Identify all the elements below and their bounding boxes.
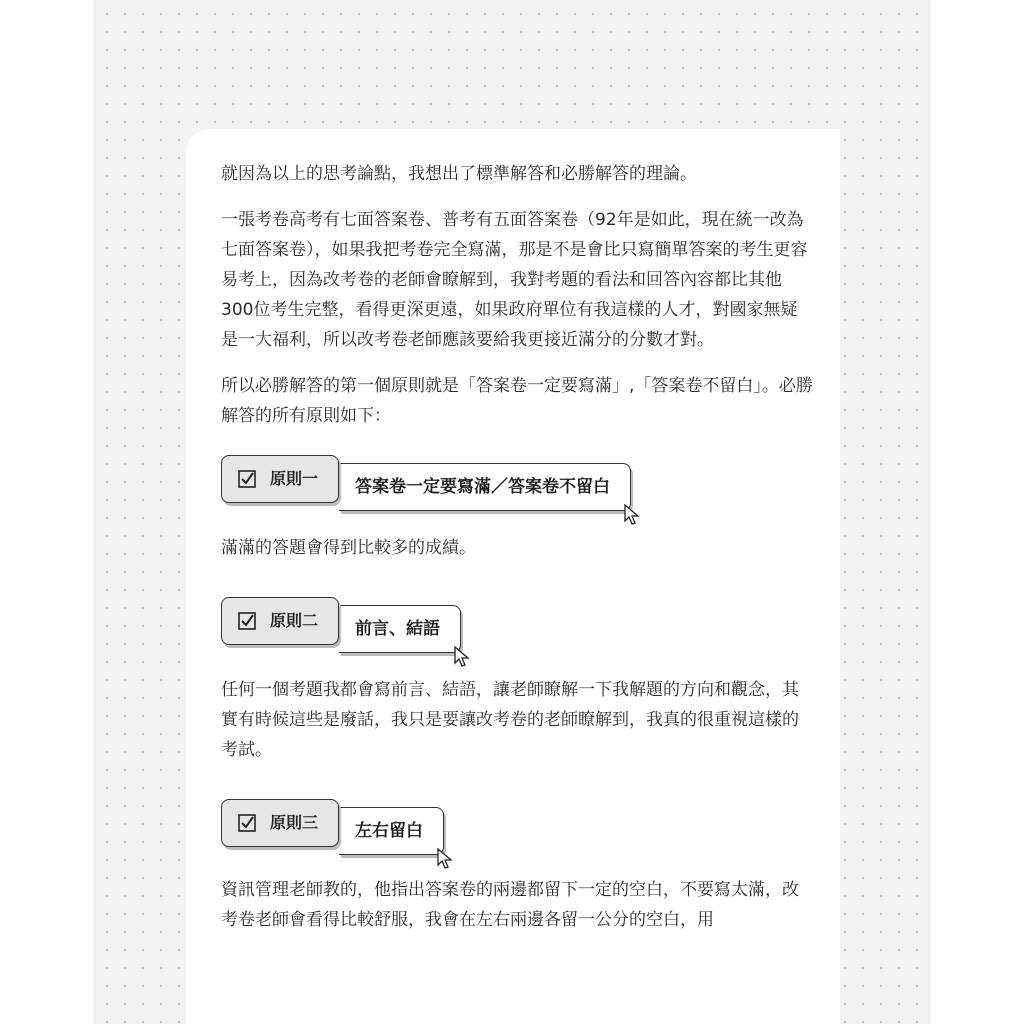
- rule-1-box: [339, 463, 631, 511]
- paragraph-intro-conclusion: 任何一個考題我都會寫前言、結語，讓老師瞭解一下我解題的方向和觀念，其實有時候這些是廢話，我只是要讓改考卷的老師瞭解到，我真的很重視這樣的考試。: [221, 680, 799, 760]
- paragraph-margins: 資訊管理老師教的，他指出答案卷的兩邊都留下一定的空白，不要寫太滿，改考卷老師會看得比較舒服，我會在左右兩邊各留一公分的空白，用: [221, 880, 799, 930]
- checkbox-icon: [238, 814, 256, 832]
- rule-2-text: 前言、結語: [355, 619, 440, 639]
- paragraph-intro: 就因為以上的思考論點，我想出了標準解答和必勝解答的理論。: [221, 164, 697, 184]
- rule-2-label: 原則二: [270, 611, 319, 630]
- paragraph-full-answers: 滿滿的答題會得到比較多的成績。: [221, 538, 476, 558]
- rule-3-text: 左右留白: [355, 821, 423, 841]
- paragraph-exam-pages: 一張考卷高考有七面答案卷、普考有五面答案卷（92年是如此，現在統一改為七面答案卷），如果我把考卷完全寫滿，那是不是會比只寫簡單答案的考生更容易考上，因為改考卷的老師會瞭解到，我對考題的看法和回答內容都比其他300位考生完整，看得更深更遠，如果政府單位有我這樣的人才，對國家無疑是一大福利，所以改考卷老師應該要給我更接近滿分的分數才對。: [221, 210, 808, 350]
- rule-3-box: [339, 807, 444, 855]
- rule-2-box: [339, 605, 461, 653]
- paragraph-first-principle: 所以必勝解答的第一個原則就是「答案卷一定要寫滿」,「答案卷不留白」。必勝解答的所有原則如下：: [221, 376, 813, 426]
- rule-2: [221, 597, 813, 667]
- rule-1-tab: [221, 455, 339, 503]
- rule-3-label: 原則三: [270, 813, 319, 832]
- rule-2-tab: [221, 597, 339, 645]
- page-card: [186, 129, 840, 1024]
- rule-3-tab: [221, 799, 339, 847]
- checkbox-icon: [238, 470, 256, 488]
- rule-1: [221, 455, 813, 525]
- article-body: [221, 159, 813, 935]
- checkbox-icon: [238, 612, 256, 630]
- rule-3: [221, 799, 813, 869]
- cursor-icon: [454, 646, 472, 668]
- rule-1-text: 答案卷一定要寫滿／答案卷不留白: [355, 477, 610, 497]
- rule-1-label: 原則一: [270, 469, 319, 488]
- cursor-icon: [624, 504, 642, 526]
- cursor-icon: [437, 848, 455, 870]
